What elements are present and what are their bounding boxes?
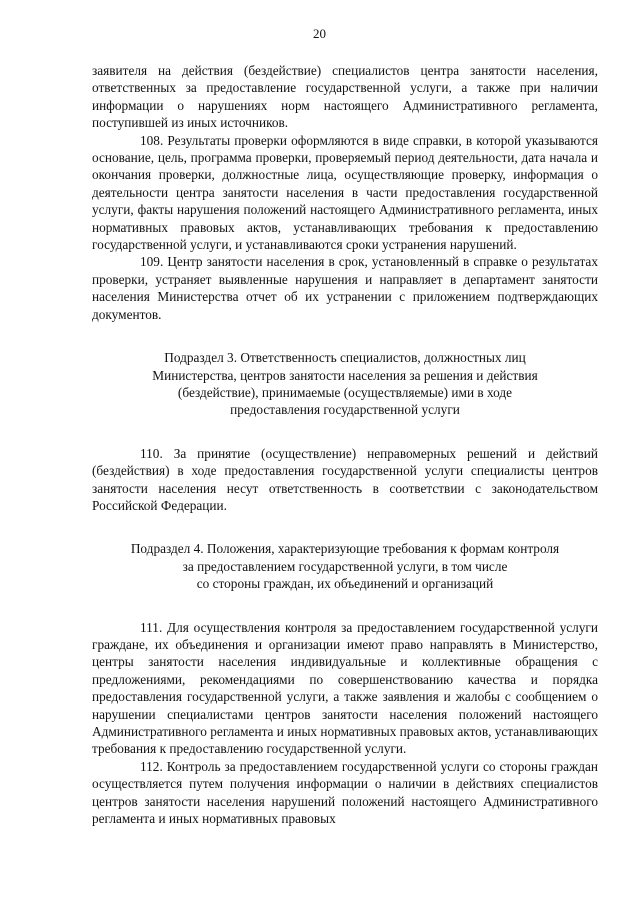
paragraph-110: 110. За принятие (осуществление) неправомерных решений и действий (бездействия) в ходе предоставления государственной услуги специалисты центров занятости населения несут ответственность в соответствии с законодательством Российской Федерации.: [92, 445, 598, 513]
heading-line: предоставления государственной услуги: [230, 402, 460, 418]
page-number: 20: [313, 26, 326, 41]
paragraph-112: 112. Контроль за предоставлением государственной услуги со стороны граждан осуществляется путем получения информации о наличии в действиях специалистов центров занятости населения нарушений положений настоящего Административного регламента и иных нормативных правовых: [92, 758, 598, 827]
paragraph-108: 108. Результаты проверки оформляются в виде справки, в которой указываются основание, цель, программа проверки, проверяемый период деятельности, дата начала и окончания проверки, должностные лица, осуществляющие проверку, информация о деятельности центра занятости населения в части предоставления государственной услуги, факты нарушения положений настоящего Административного регламента, иных нормативных правовых актов, устанавливающих требования к предоставлению государственной услуги, и устанавливаются сроки устранения нарушений.: [92, 132, 598, 253]
heading-line: (бездействие), принимаемые (осуществляемые) ими в ходе: [177, 384, 513, 400]
subsection-4-heading: [92, 540, 598, 592]
heading-line: со стороны граждан, их объединений и организаций: [196, 576, 494, 592]
heading-line: Подраздел 4. Положения, характеризующие требования к формам контроля: [130, 541, 560, 557]
subsection-3-heading: [92, 349, 598, 419]
paragraph-continuation: заявителя на действия (бездействие) специалистов центра занятости населения, ответственных за предоставление государственной услуги, а также при наличии информации о нарушениях норм настоящего Административного регламента, поступившей из иных источников.: [92, 63, 598, 131]
heading-line: Подраздел 3. Ответственность специалистов, должностных лиц: [164, 350, 526, 366]
paragraph-109: 109. Центр занятости населения в срок, установленный в справке о результатах проверки, устраняет выявленные нарушения и направляет в департамент занятости населения Министерства отчет об их устранении с приложением подтверждающих документов.: [92, 254, 598, 322]
document-body: [92, 62, 598, 827]
heading-line: Министерства, центров занятости населения за решения и действия: [152, 367, 538, 383]
paragraph-111: 111. Для осуществления контроля за предоставлением государственной услуги граждане, их объединения и организации имеют право направлять в Министерство, центры занятости населения индивидуальные и коллективные обращения с предложениями, рекомендациями по совершенствованию качества и порядка предоставления государственной услуги, а также заявления и жалобы с сообщением о нарушении специалистами центров занятости населения положений настоящего Административного регламента и иных нормативных правовых актов, устанавливающих требования к предоставлению государственной услуги.: [92, 619, 598, 757]
heading-line: за предоставлением государственной услуги, в том числе: [182, 558, 508, 574]
